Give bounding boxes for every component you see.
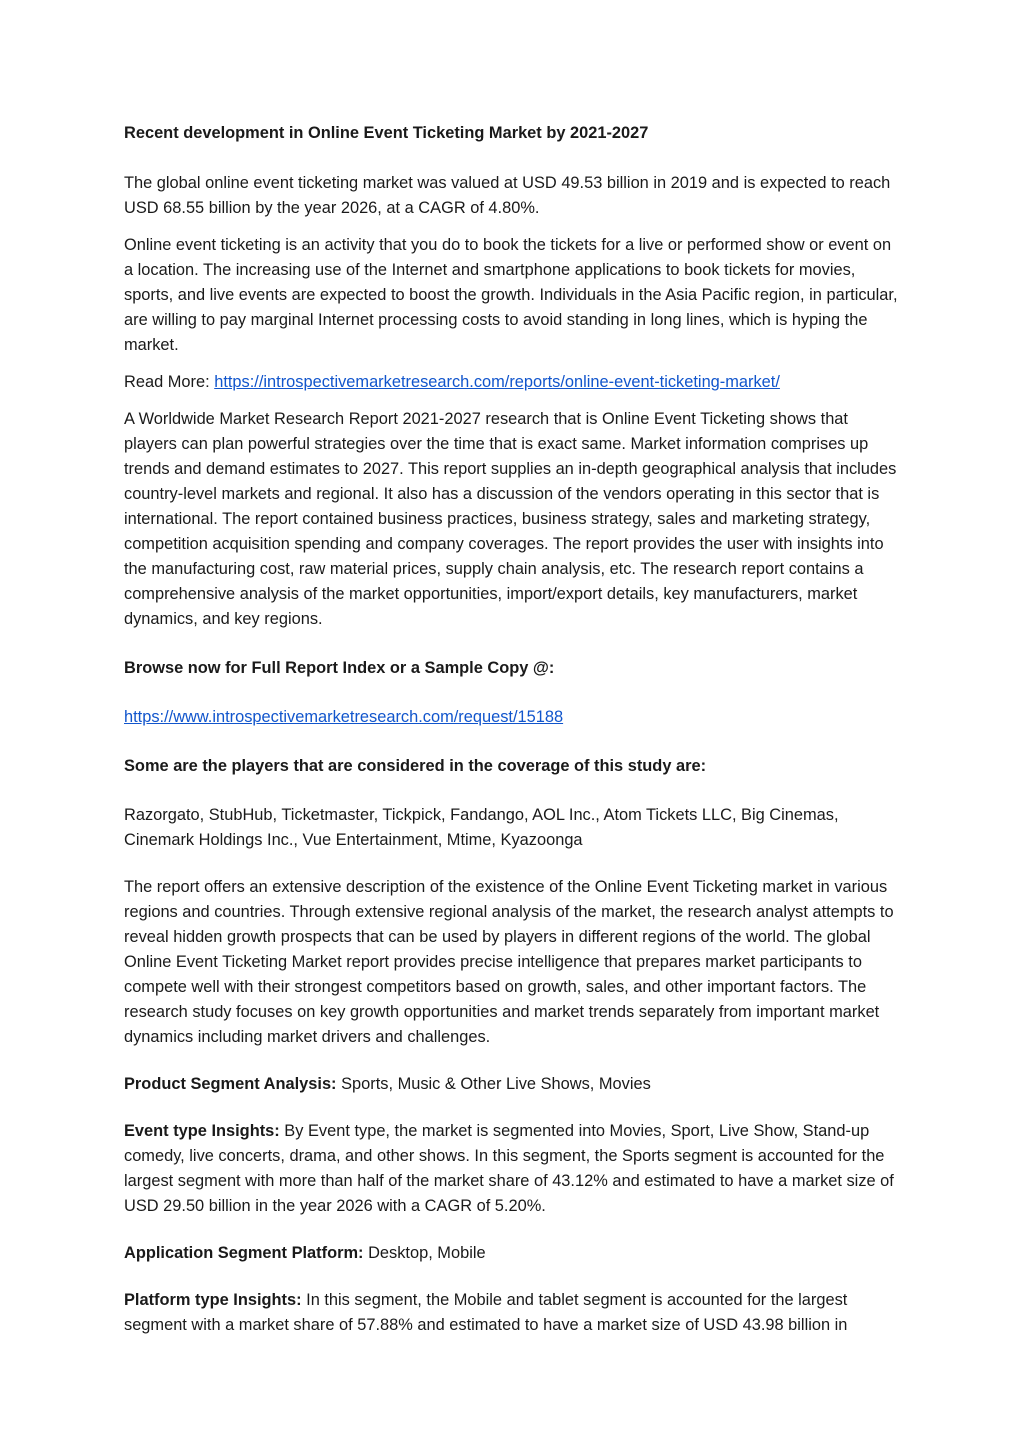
event-type-text: By Event type, the market is segmented into Movies, Sport, Live Show, Stand-up comedy, live concerts, drama, and other shows. In this segment, the Sports segment is accounted for the largest segment with more than half of the market share of 43.12% and estimated to have a market size of USD 29.50 billion in the year 2026 with a CAGR of 5.20%. bbox=[124, 1122, 894, 1215]
application-segment-line bbox=[124, 1241, 904, 1266]
regions-paragraph: The report offers an extensive description of the existence of the Online Event Ticketing market in various regions and countries. Through extensive regional analysis of the market, the research analyst attempts to reveal hidden growth prospects that can be used by players in different regions of the world. The global Online Event Ticketing Market report provides precise intelligence that prepares market participants to compete well with their strongest competitors based on growth, sales, and other important factors. The research study focuses on key growth opportunities and market trends separately from important market dynamics including market drivers and challenges. bbox=[124, 878, 894, 1046]
document-page bbox=[124, 121, 904, 1338]
document-title: Recent development in Online Event Ticketing Market by 2021-2027 bbox=[124, 124, 649, 142]
product-segment-text: Sports, Music & Other Live Shows, Movies bbox=[336, 1075, 651, 1093]
read-more-line bbox=[124, 370, 904, 395]
application-segment-label: Application Segment Platform: bbox=[124, 1244, 364, 1262]
read-more-link[interactable]: https://introspectivemarketresearch.com/reports/online-event-ticketing-market/ bbox=[214, 373, 780, 391]
players-heading: Some are the players that are considered in the coverage of this study are: bbox=[124, 757, 707, 775]
intro-paragraph-market-value: The global online event ticketing market was valued at USD 49.53 billion in 2019 and is expected to reach USD 68.55 billion by the year 2026, at a CAGR of 4.80%. bbox=[124, 174, 891, 217]
platform-type-text: In this segment, the Mobile and tablet segment is accounted for the largest segment with a market share of 57.88% and estimated to have a market size of USD 43.98 billion in bbox=[124, 1291, 848, 1334]
product-segment-line bbox=[124, 1072, 904, 1097]
browse-heading: Browse now for Full Report Index or a Sample Copy @: bbox=[124, 659, 555, 677]
platform-type-paragraph bbox=[124, 1288, 904, 1338]
sample-link-line bbox=[124, 705, 904, 730]
platform-type-label: Platform type Insights: bbox=[124, 1291, 302, 1309]
report-overview-paragraph: A Worldwide Market Research Report 2021-2027 research that is Online Event Ticketing shows that players can plan powerful strategies over the time that is exact same. Market information comprises up trends and demand estimates to 2027. This report supplies an in-depth geographical analysis that includes country-level markets and regional. It also has a discussion of the vendors operating in this sector that is international. The report contained business practices, business strategy, sales and marketing strategy, competition acquisition spending and company coverages. The report provides the user with insights into the manufacturing cost, raw material prices, supply chain analysis, etc. The research report contains a comprehensive analysis of the market opportunities, import/export details, key manufacturers, market dynamics, and key regions. bbox=[124, 410, 897, 628]
product-segment-label: Product Segment Analysis: bbox=[124, 1075, 337, 1093]
sample-copy-link[interactable]: https://www.introspectivemarketresearch.com/request/15188 bbox=[124, 708, 564, 726]
read-more-label: Read More: bbox=[124, 373, 215, 391]
intro-paragraph-description: Online event ticketing is an activity that you do to book the tickets for a live or performed show or event on a location. The increasing use of the Internet and smartphone applications to book tickets for movies, sports, and live events are expected to boost the growth. Individuals in the Asia Pacific region, in particular, are willing to pay marginal Internet processing costs to avoid standing in long lines, which is hyping the market. bbox=[124, 236, 898, 354]
application-segment-text: Desktop, Mobile bbox=[363, 1244, 486, 1262]
event-type-label: Event type Insights: bbox=[124, 1122, 280, 1140]
event-type-paragraph bbox=[124, 1119, 904, 1219]
players-list: Razorgato, StubHub, Ticketmaster, Tickpick, Fandango, AOL Inc., Atom Tickets LLC, Big Cinemas, Cinemark Holdings Inc., Vue Entertainment, Mtime, Kyazoonga bbox=[124, 806, 839, 849]
